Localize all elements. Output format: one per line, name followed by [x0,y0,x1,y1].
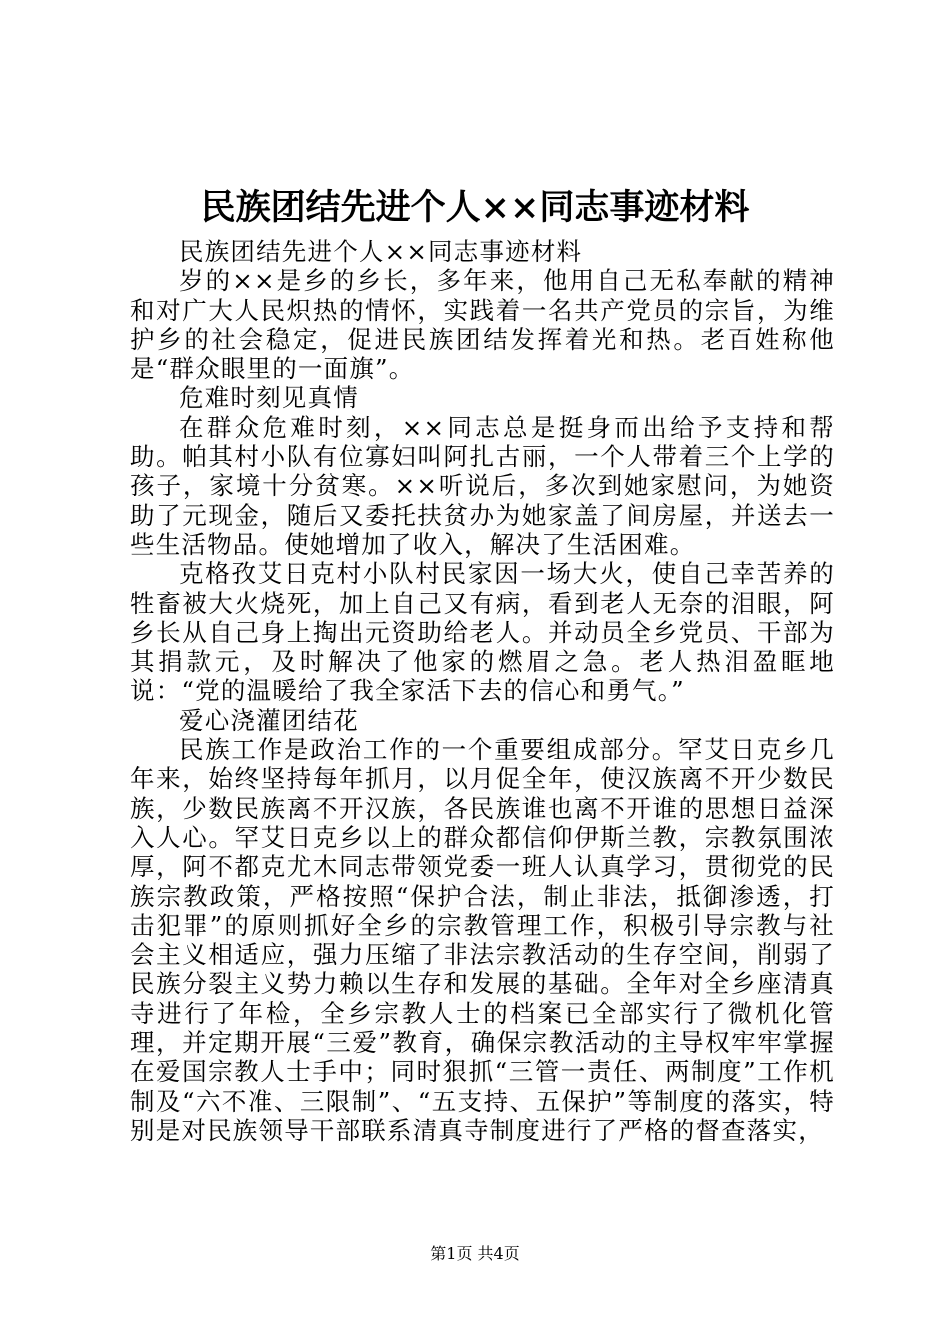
subtitle-line: 民族团结先进个人××同志事迹材料 [179,237,583,266]
body-paragraph: 民族工作是政治工作的一个重要组成部分。罕艾日克乡几年来，始终坚持每年抓月，以月促全年，使汉族离不开少数民族，少数民族离不开汉族，各民族谁也离不开谁的思想日益深入人心。罕艾日克乡以上的群众都信仰伊斯兰教，宗教氛围浓厚，阿不都克尤木同志带领党委一班人认真学习，贯彻党的民族宗教政策，严格按照“保护合法，制止非法，抵御渗透，打击犯罪”的原则抓好全乡的宗教管理工作，积极引导宗教与社会主义相适应，强力压缩了非法宗教活动的生存空间，削弱了民族分裂主义势力赖以生存和发展的基础。全年对全乡座清真寺进行了年检，全乡宗教人士的档案已全部实行了微机化管理，并定期开展“三爱”教育，确保宗教活动的主导权牢牢掌握在爱国宗教人士手中；同时狠抓“三管一责任、两制度”工作机制及“六不准、三限制”、“五支持、五保护”等制度的落实，特别是对民族领导干部联系清真寺制度进行了严格的督查落实， [130,735,835,1145]
document-title: 民族团结先进个人××同志事迹材料 [200,187,750,228]
document-body [130,237,835,1145]
page-footer: 第1页 共4页 [430,1244,520,1263]
intro-paragraph: 岁的××是乡的乡长，多年来，他用自己无私奉献的精神和对广大人民炽热的情怀，实践着一名共产党员的宗旨，为维护乡的社会稳定，促进民族团结发挥着光和热。老百姓称他是“群众眼里的一面旗”。 [130,266,835,384]
body-paragraph: 克格孜艾日克村小队村民家因一场大火，使自己幸苦养的牲畜被大火烧死，加上自己又有病，看到老人无奈的泪眼，阿乡长从自己身上掏出元资助给老人。并动员全乡党员、干部为其捐款元，及时解决了他家的燃眉之急。老人热泪盈眶地说：“党的温暖给了我全家活下去的信心和勇气。” [130,559,835,706]
section-heading: 爱心浇灌团结花 [179,705,359,735]
body-paragraph: 在群众危难时刻，××同志总是挺身而出给予支持和帮助。帕其村小队有位寡妇叫阿扎古丽，一个人带着三个上学的孩子，家境十分贫寒。××听说后，多次到她家慰问，为她资助了元现金，随后又委托扶贫办为她家盖了间房屋，并送去一些生活物品。使她增加了收入，解决了生活困难。 [130,412,835,559]
section-heading: 危难时刻见真情 [179,383,359,413]
